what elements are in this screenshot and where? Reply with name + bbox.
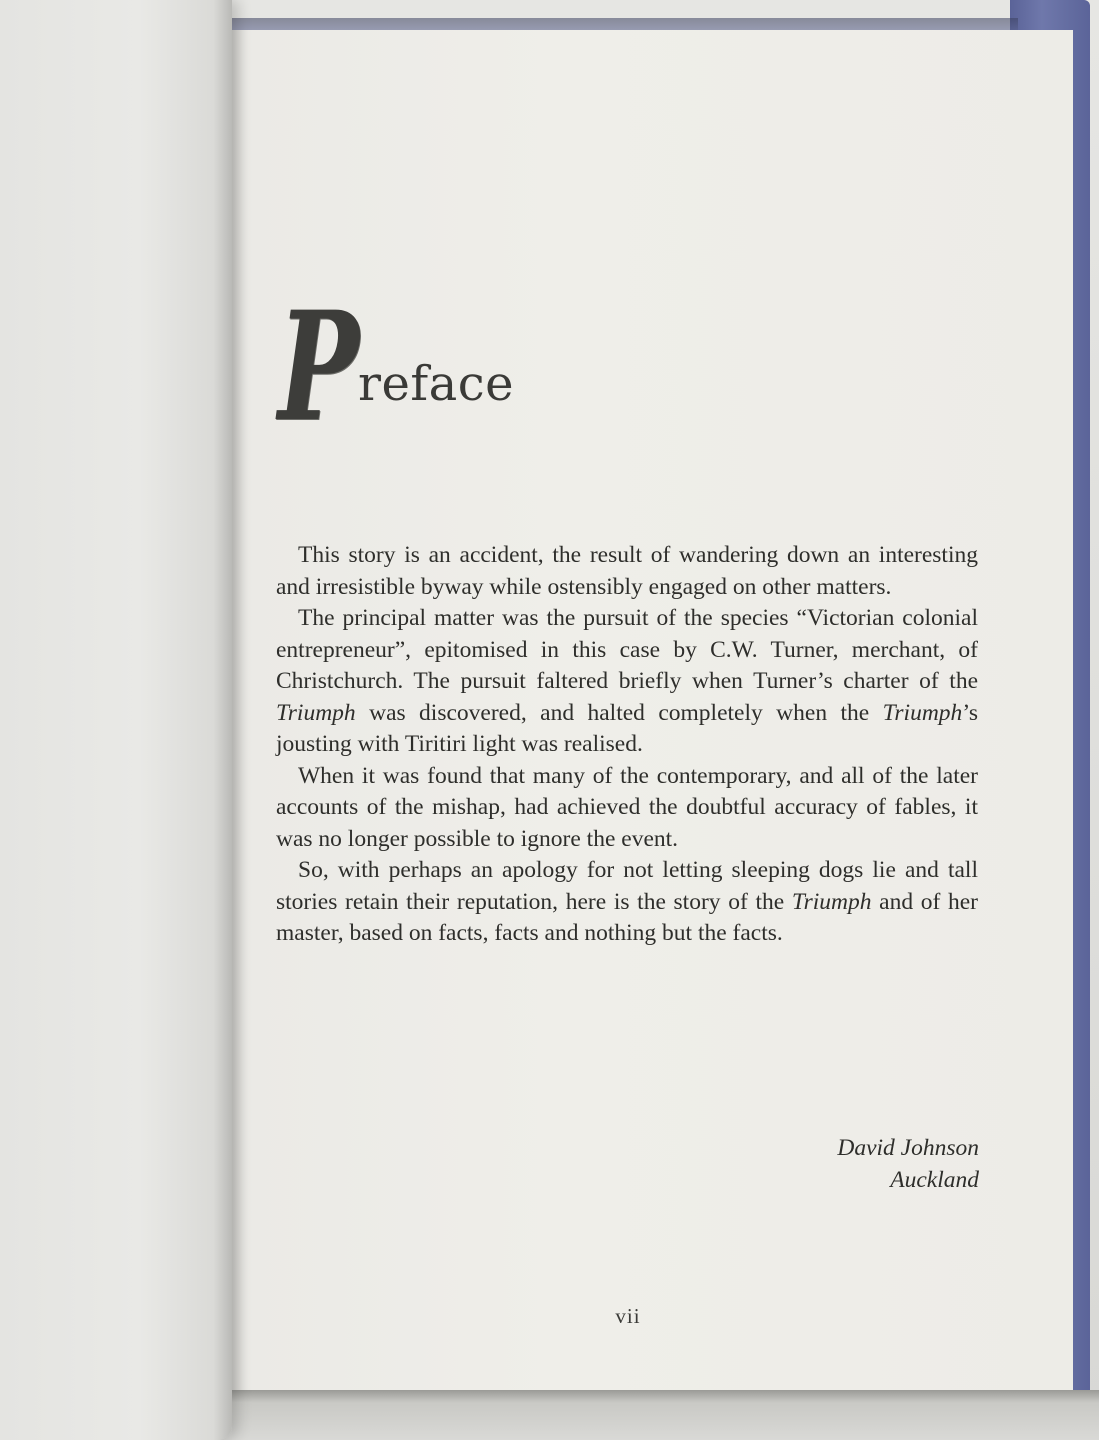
preface-body — [276, 540, 978, 950]
left-page — [0, 0, 232, 1440]
author-place: Auckland — [890, 1167, 979, 1193]
heading-text: reface — [358, 356, 515, 412]
author-name: David Johnson — [837, 1135, 979, 1161]
right-page — [218, 30, 1073, 1390]
paragraph-1: This story is an accident, the result of wandering down an interesting and irresistible byway while ostensibly engaged on other matters. — [276, 542, 978, 600]
paragraph-2: The principal matter was the pursuit of the species “Victorian colonial entrepreneur”, epitomised in this case by C.W. Turner, merchant, of Christchurch. The pursuit faltered briefly when Turner’s charter of the Triumph was discovered, and halted completely when the Triumph’s jousting with Tiritiri light was realised. — [276, 605, 978, 757]
page-number: vii — [615, 1304, 641, 1328]
table-surface — [232, 1390, 1099, 1440]
chapter-heading — [278, 279, 515, 455]
signature-block — [837, 1132, 979, 1196]
paragraph-4: So, with perhaps an apology for not letting sleeping dogs lie and tall stories retain their reputation, here is the story of the Triumph and of her master, based on facts, facts and nothing but the facts. — [276, 857, 979, 946]
decorated-initial: P — [278, 279, 360, 455]
paragraph-3: When it was found that many of the contemporary, and all of the later accounts of the mishap, had achieved the doubtful accuracy of fables, it was no longer possible to ignore the event. — [276, 762, 978, 852]
